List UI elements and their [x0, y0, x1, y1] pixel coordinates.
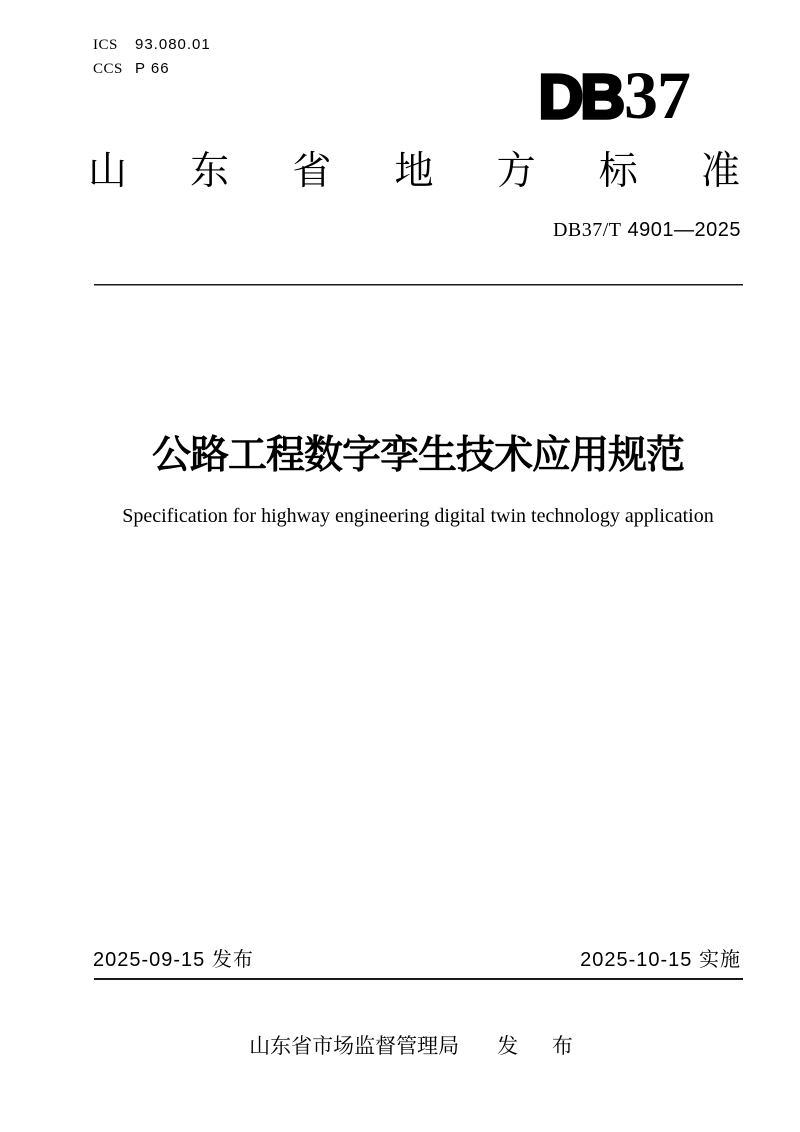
- standard-name-char: 东: [190, 150, 230, 193]
- standard-name: [88, 150, 740, 194]
- standard-name-char: 省: [292, 150, 332, 193]
- classification-block: [93, 33, 211, 81]
- publisher-row: [93, 1033, 743, 1061]
- ccs-line: [93, 57, 211, 81]
- standard-name-char: 山: [88, 150, 128, 193]
- publisher-name: 山东省市场监督管理局: [249, 1035, 460, 1058]
- publish-label: 发 布: [497, 1035, 587, 1058]
- standard-number-value: 4901—2025: [627, 219, 741, 241]
- db37-logo-number: 37: [624, 57, 690, 133]
- ccs-label: CCS: [93, 61, 123, 77]
- date-row: [93, 947, 741, 973]
- document-subtitle-english: Specification for highway engineering digital twin technology application: [122, 505, 714, 527]
- standard-number-prefix: DB37/T: [552, 219, 622, 241]
- standard-name-char: 准: [700, 150, 740, 193]
- ics-code: 93.080.01: [135, 36, 211, 53]
- implement-date: 2025-10-15 实施: [580, 949, 741, 971]
- ics-label: ICS: [93, 37, 118, 53]
- ccs-code: P 66: [135, 60, 170, 77]
- document-title: 公路工程数字孪生技术应用规范: [151, 434, 684, 477]
- standard-name-char: 标: [598, 150, 638, 193]
- standard-number: [93, 217, 741, 243]
- issue-date: 2025-09-15 发布: [93, 949, 254, 971]
- db37-logo: [538, 57, 690, 133]
- footer-divider-line: [94, 978, 743, 980]
- standard-name-char: 方: [496, 150, 536, 193]
- ics-line: [93, 33, 211, 57]
- db37-logo-db: DB: [538, 63, 622, 132]
- standard-name-char: 地: [394, 150, 434, 193]
- header-divider-line: [94, 284, 743, 286]
